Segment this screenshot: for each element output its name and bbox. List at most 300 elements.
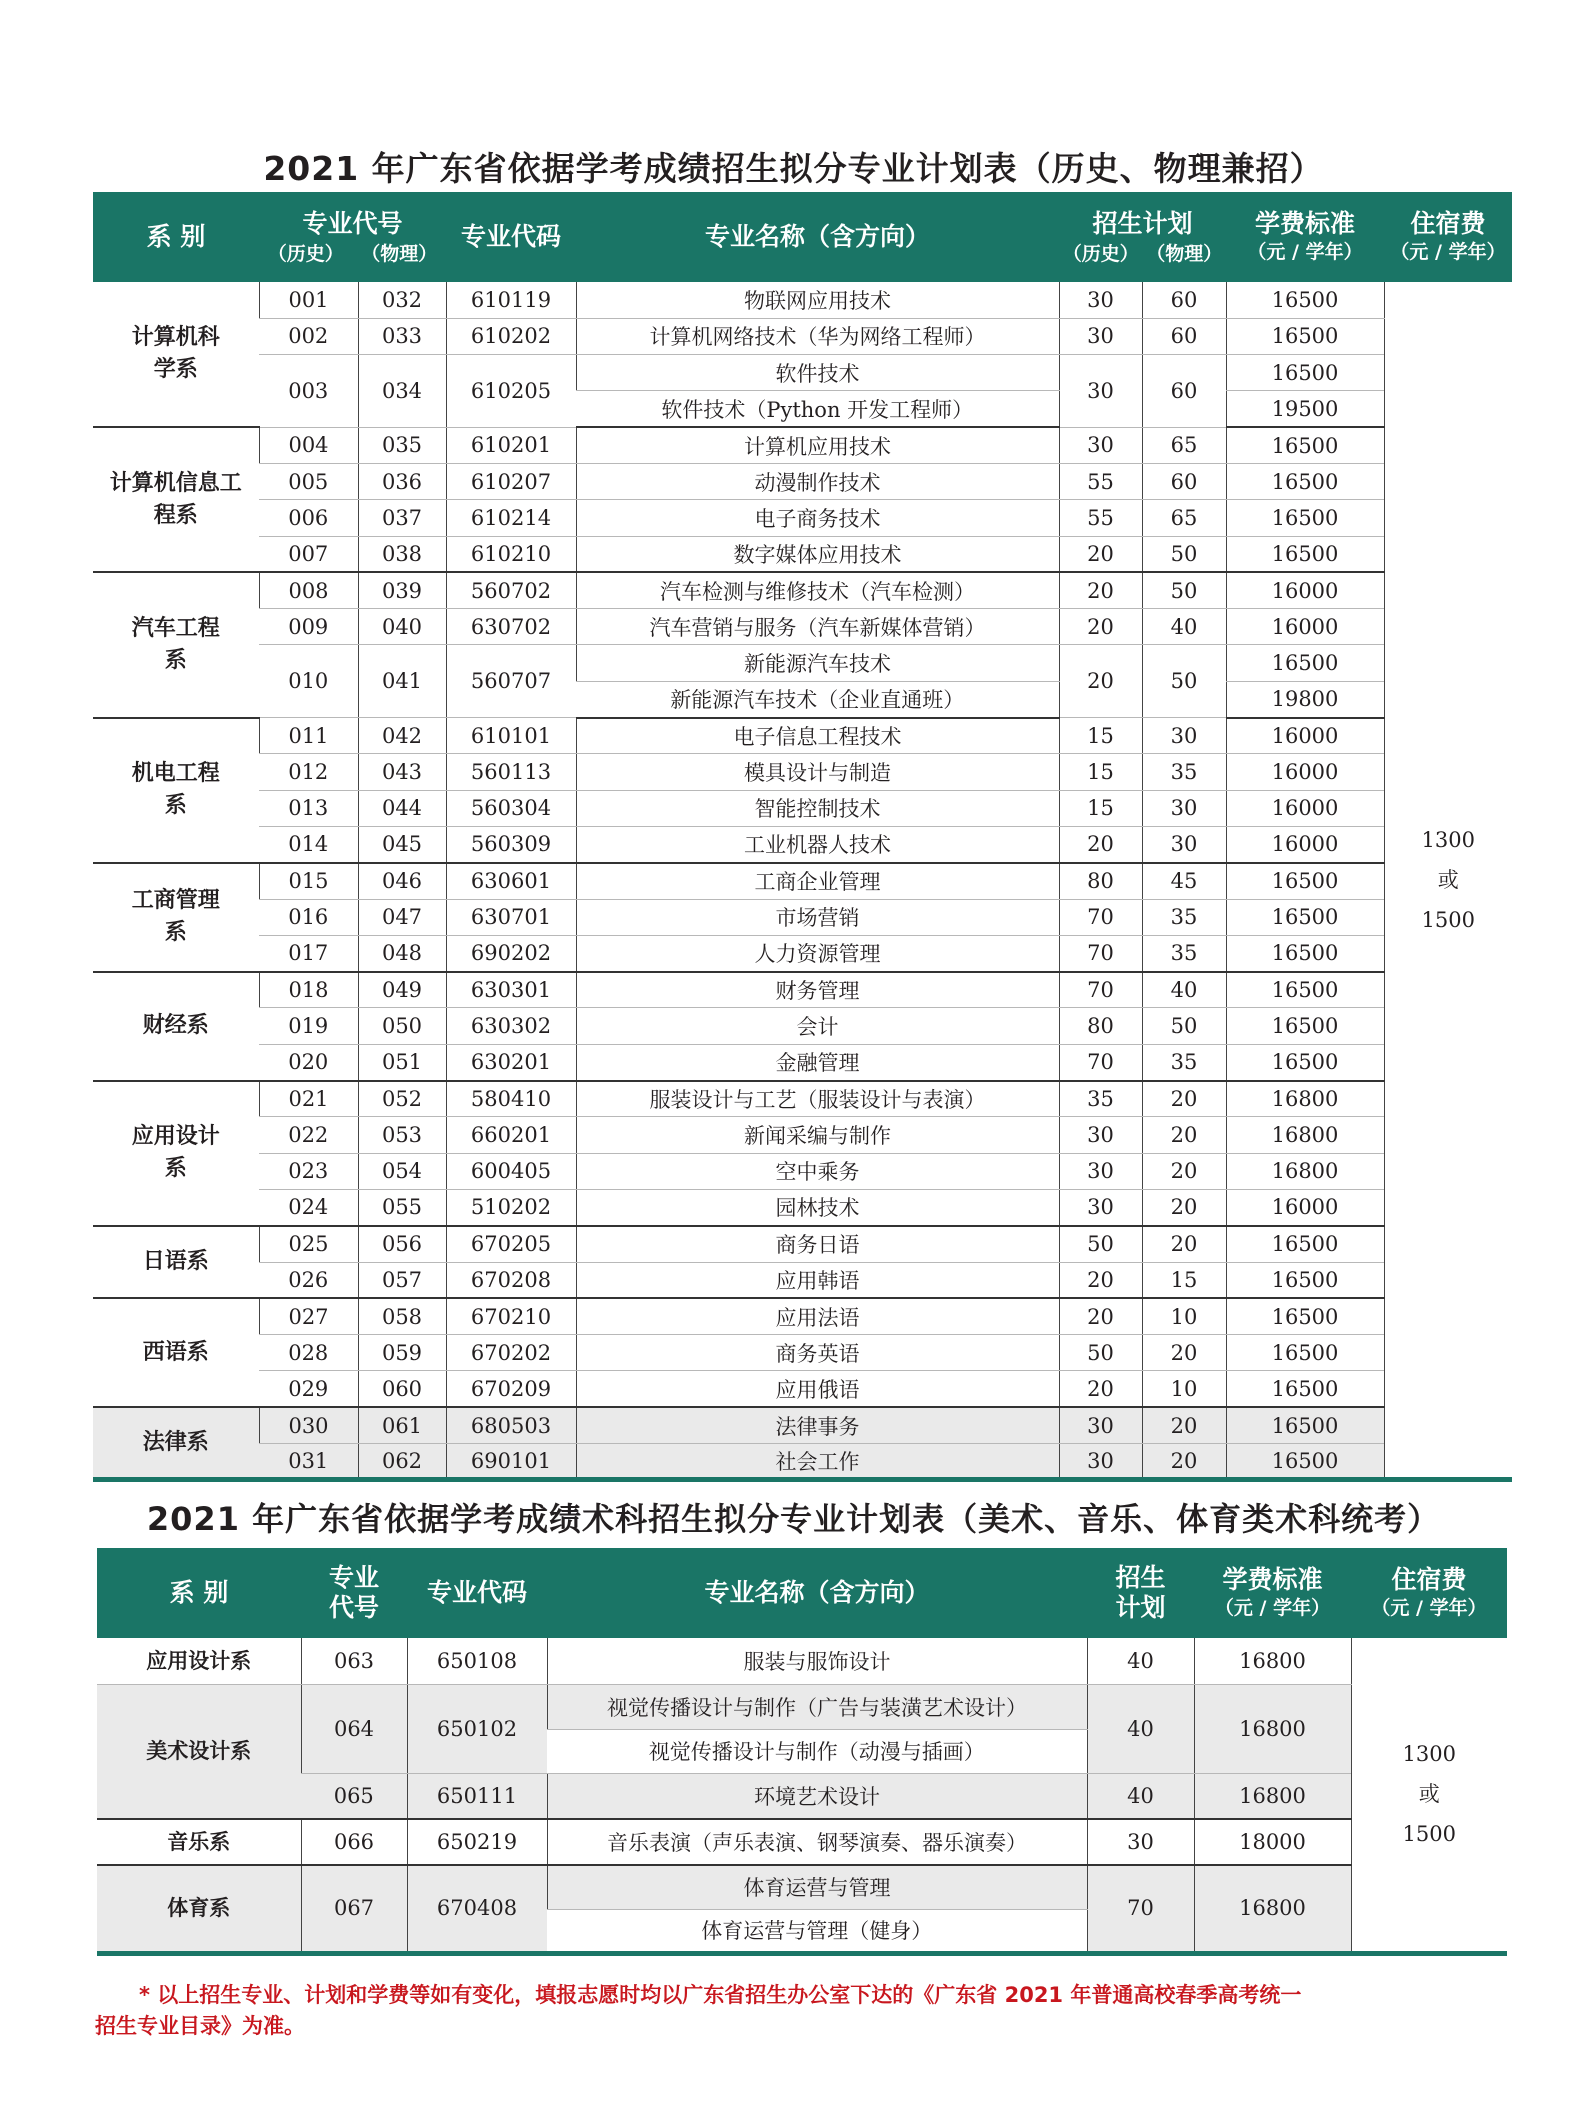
plan-hist-cell: 30 — [1059, 1117, 1142, 1153]
table-row — [93, 1444, 1512, 1480]
code-no-phys-cell: 032 — [358, 282, 446, 318]
code-no-hist-cell: 018 — [259, 972, 358, 1008]
code-no-phys-cell: 054 — [358, 1153, 446, 1189]
code-no-phys-cell: 058 — [358, 1298, 446, 1334]
code-no-hist-cell: 008 — [259, 572, 358, 608]
table-row — [93, 609, 1512, 645]
major-code-cell: 670208 — [446, 1262, 576, 1298]
header-major-name: 专业名称（含方向） — [576, 192, 1059, 282]
plan-phys-cell: 20 — [1142, 1226, 1226, 1262]
code-no-phys-cell: 043 — [358, 754, 446, 790]
tuition-cell: 16000 — [1226, 609, 1384, 645]
plan-cell: 40 — [1087, 1773, 1194, 1819]
plan-phys-cell: 20 — [1142, 1153, 1226, 1189]
plan-phys-cell: 65 — [1142, 500, 1226, 536]
dept-cell: 汽车工程系 — [93, 572, 259, 717]
plan-hist-cell: 20 — [1059, 645, 1142, 718]
code-no-phys-cell: 062 — [358, 1444, 446, 1480]
table-row — [97, 1638, 1507, 1684]
plan-phys-cell: 60 — [1142, 463, 1226, 499]
plan-hist-cell: 20 — [1059, 609, 1142, 645]
plan-phys-cell: 30 — [1142, 718, 1226, 754]
dept-cell: 西语系 — [93, 1298, 259, 1407]
major-name-cell: 音乐表演（声乐表演、钢琴演奏、器乐演奏） — [547, 1819, 1087, 1865]
major-name-cell: 法律事务 — [576, 1407, 1059, 1443]
table-row — [93, 1298, 1512, 1334]
major-code-cell: 690101 — [446, 1444, 576, 1480]
tuition-cell: 16500 — [1226, 1444, 1384, 1480]
plan-phys-cell: 35 — [1142, 754, 1226, 790]
plan-hist-cell: 70 — [1059, 935, 1142, 971]
table-row — [93, 863, 1512, 899]
dept-cell: 财经系 — [93, 972, 259, 1081]
major-code-cell: 650219 — [407, 1819, 547, 1865]
table1-body — [93, 282, 1512, 1480]
code-no-phys-cell: 036 — [358, 463, 446, 499]
dept-cell: 音乐系 — [97, 1819, 301, 1865]
tuition-cell: 16800 — [1194, 1638, 1351, 1684]
code-no-phys-cell: 051 — [358, 1044, 446, 1080]
tuition-cell: 19800 — [1226, 681, 1384, 717]
table-row — [93, 790, 1512, 826]
table-row — [93, 463, 1512, 499]
major-name-cell: 金融管理 — [576, 1044, 1059, 1080]
plan-phys-cell: 35 — [1142, 1044, 1226, 1080]
plan-phys-cell: 20 — [1142, 1335, 1226, 1371]
plan-phys-cell: 20 — [1142, 1117, 1226, 1153]
major-code-cell: 610205 — [446, 355, 576, 428]
dorm-fee-cell: 1300 或 1500 — [1351, 1638, 1507, 1953]
code-no-phys-cell: 049 — [358, 972, 446, 1008]
tuition-cell: 16500 — [1226, 536, 1384, 572]
code-no-hist-cell: 024 — [259, 1189, 358, 1225]
plan-hist-cell: 35 — [1059, 1081, 1142, 1117]
code-no-cell: 064 — [301, 1684, 407, 1773]
footnote — [95, 1980, 1515, 2042]
code-no-hist-cell: 022 — [259, 1117, 358, 1153]
dept-cell: 体育系 — [97, 1865, 301, 1953]
code-no-hist-cell: 016 — [259, 899, 358, 935]
code-no-phys-cell: 061 — [358, 1407, 446, 1443]
plan-cell: 70 — [1087, 1865, 1194, 1953]
plan-phys-cell: 15 — [1142, 1262, 1226, 1298]
tuition-cell: 16000 — [1226, 718, 1384, 754]
table-row — [93, 1335, 1512, 1371]
code-no-phys-cell: 057 — [358, 1262, 446, 1298]
code-no-hist-cell: 019 — [259, 1008, 358, 1044]
plan-phys-cell: 35 — [1142, 935, 1226, 971]
plan-hist-cell: 70 — [1059, 972, 1142, 1008]
tuition-cell: 16800 — [1226, 1081, 1384, 1117]
major-name-cell: 新能源汽车技术 — [576, 645, 1059, 681]
code-no-phys-cell: 040 — [358, 609, 446, 645]
tuition-cell: 16000 — [1226, 1189, 1384, 1225]
header-dept: 系 别 — [97, 1548, 301, 1638]
code-no-phys-cell: 044 — [358, 790, 446, 826]
code-no-cell: 067 — [301, 1865, 407, 1953]
tuition-cell: 16000 — [1226, 754, 1384, 790]
plan-hist-cell: 55 — [1059, 463, 1142, 499]
plan-hist-cell: 30 — [1059, 355, 1142, 428]
plan-hist-cell: 15 — [1059, 718, 1142, 754]
major-name-cell: 市场营销 — [576, 899, 1059, 935]
major-name-cell: 物联网应用技术 — [576, 282, 1059, 318]
code-no-hist-cell: 015 — [259, 863, 358, 899]
major-code-cell: 630301 — [446, 972, 576, 1008]
table-row — [93, 972, 1512, 1008]
major-name-cell: 汽车营销与服务（汽车新媒体营销） — [576, 609, 1059, 645]
tuition-cell: 16000 — [1226, 790, 1384, 826]
dept-cell: 机电工程系 — [93, 718, 259, 863]
plan-hist-cell: 80 — [1059, 863, 1142, 899]
code-no-hist-cell: 027 — [259, 1298, 358, 1334]
plan-hist-cell: 20 — [1059, 1298, 1142, 1334]
major-name-cell: 应用法语 — [576, 1298, 1059, 1334]
tuition-cell: 16500 — [1226, 1008, 1384, 1044]
tuition-cell: 16500 — [1226, 863, 1384, 899]
code-no-phys-cell: 046 — [358, 863, 446, 899]
table-row — [93, 1262, 1512, 1298]
major-code-cell: 660201 — [446, 1117, 576, 1153]
major-name-cell: 工业机器人技术 — [576, 826, 1059, 862]
tuition-cell: 16000 — [1226, 572, 1384, 608]
code-no-hist-cell: 007 — [259, 536, 358, 572]
major-code-cell: 690202 — [446, 935, 576, 971]
major-code-cell: 670210 — [446, 1298, 576, 1334]
major-name-cell: 动漫制作技术 — [576, 463, 1059, 499]
major-code-cell: 610202 — [446, 318, 576, 354]
major-name-cell: 应用韩语 — [576, 1262, 1059, 1298]
table-row — [97, 1684, 1507, 1729]
table-row — [93, 1044, 1512, 1080]
plan-hist-cell: 30 — [1059, 1153, 1142, 1189]
code-no-phys-cell: 035 — [358, 427, 446, 463]
code-no-phys-cell: 056 — [358, 1226, 446, 1262]
plan-phys-cell: 50 — [1142, 536, 1226, 572]
table-row — [97, 1819, 1507, 1865]
plan-hist-cell: 30 — [1059, 318, 1142, 354]
header-major-code: 专业代码 — [407, 1548, 547, 1638]
major-name-cell: 工商企业管理 — [576, 863, 1059, 899]
code-no-hist-cell: 017 — [259, 935, 358, 971]
code-no-phys-cell: 038 — [358, 536, 446, 572]
plan-hist-cell: 15 — [1059, 754, 1142, 790]
table-row — [93, 355, 1512, 391]
major-name-cell: 商务英语 — [576, 1335, 1059, 1371]
dept-cell: 工商管理系 — [93, 863, 259, 972]
plan-phys-cell: 50 — [1142, 645, 1226, 718]
tuition-cell: 16500 — [1226, 500, 1384, 536]
code-no-phys-cell: 042 — [358, 718, 446, 754]
major-code-cell: 630701 — [446, 899, 576, 935]
plan-hist-cell: 55 — [1059, 500, 1142, 536]
plan-phys-cell: 20 — [1142, 1444, 1226, 1480]
table-row — [93, 536, 1512, 572]
major-name-cell: 新闻采编与制作 — [576, 1117, 1059, 1153]
major-code-cell: 560702 — [446, 572, 576, 608]
header-code-no: 专业 代号 — [301, 1548, 407, 1638]
code-no-phys-cell: 037 — [358, 500, 446, 536]
tuition-cell: 16500 — [1226, 1335, 1384, 1371]
major-name-cell: 视觉传播设计与制作（广告与装潢艺术设计） — [547, 1684, 1087, 1729]
plan-hist-cell: 15 — [1059, 790, 1142, 826]
plan-phys-cell: 65 — [1142, 427, 1226, 463]
table-row — [93, 899, 1512, 935]
plan-cell: 40 — [1087, 1638, 1194, 1684]
major-code-cell: 630201 — [446, 1044, 576, 1080]
tuition-cell: 16500 — [1226, 1371, 1384, 1407]
major-code-cell: 610101 — [446, 718, 576, 754]
code-no-hist-cell: 012 — [259, 754, 358, 790]
header-code-no: 专业代号 （历史） （物理） — [259, 192, 446, 282]
dept-cell: 计算机科学系 — [93, 282, 259, 427]
major-name-cell: 模具设计与制造 — [576, 754, 1059, 790]
major-name-cell: 汽车检测与维修技术（汽车检测） — [576, 572, 1059, 608]
major-name-cell: 服装与服饰设计 — [547, 1638, 1087, 1684]
tuition-cell: 16500 — [1226, 972, 1384, 1008]
major-code-cell: 510202 — [446, 1189, 576, 1225]
tuition-cell: 16800 — [1194, 1773, 1351, 1819]
major-code-cell: 670209 — [446, 1371, 576, 1407]
tuition-cell: 16800 — [1226, 1117, 1384, 1153]
code-no-phys-cell: 034 — [358, 355, 446, 428]
plan-hist-cell: 20 — [1059, 536, 1142, 572]
table-row — [93, 1189, 1512, 1225]
major-code-cell: 610210 — [446, 536, 576, 572]
major-name-cell: 计算机应用技术 — [576, 427, 1059, 463]
plan-phys-cell: 60 — [1142, 355, 1226, 428]
plan-hist-cell: 20 — [1059, 1371, 1142, 1407]
code-no-phys-cell: 059 — [358, 1335, 446, 1371]
major-name-cell: 视觉传播设计与制作（动漫与插画） — [547, 1729, 1087, 1773]
tuition-cell: 16500 — [1226, 645, 1384, 681]
major-name-cell: 财务管理 — [576, 972, 1059, 1008]
plan-hist-cell: 70 — [1059, 1044, 1142, 1080]
plan-phys-cell: 60 — [1142, 318, 1226, 354]
plan-hist-cell: 50 — [1059, 1335, 1142, 1371]
dept-cell: 美术设计系 — [97, 1684, 301, 1819]
major-code-cell: 670408 — [407, 1865, 547, 1953]
code-no-cell: 063 — [301, 1638, 407, 1684]
major-name-cell: 空中乘务 — [576, 1153, 1059, 1189]
code-no-cell: 066 — [301, 1819, 407, 1865]
plan-phys-cell: 30 — [1142, 790, 1226, 826]
tuition-cell: 16500 — [1226, 427, 1384, 463]
table-row — [93, 318, 1512, 354]
table2-title: 2021 年广东省依据学考成绩术科招生拟分专业计划表（美术、音乐、体育类术科统考） — [146, 1500, 1441, 1538]
plan-phys-cell: 20 — [1142, 1081, 1226, 1117]
code-no-hist-cell: 025 — [259, 1226, 358, 1262]
dept-cell: 计算机信息工程系 — [93, 427, 259, 572]
tuition-cell: 16500 — [1226, 1407, 1384, 1443]
plan-hist-cell: 80 — [1059, 1008, 1142, 1044]
plan-phys-cell: 45 — [1142, 863, 1226, 899]
tuition-cell: 16800 — [1194, 1865, 1351, 1953]
dept-cell: 日语系 — [93, 1226, 259, 1299]
major-code-cell: 630601 — [446, 863, 576, 899]
dorm-fee-cell: 1300 或 1500 — [1384, 282, 1512, 1480]
major-code-cell: 650102 — [407, 1684, 547, 1773]
code-no-hist-cell: 006 — [259, 500, 358, 536]
major-code-cell: 670202 — [446, 1335, 576, 1371]
code-no-cell: 065 — [301, 1773, 407, 1819]
header-dorm: 住宿费 （元 / 学年） — [1384, 192, 1512, 282]
table-row — [97, 1865, 1507, 1909]
code-no-phys-cell: 047 — [358, 899, 446, 935]
enrollment-plan-table-history-physics — [93, 192, 1512, 1482]
major-name-cell: 环境艺术设计 — [547, 1773, 1087, 1819]
major-name-cell: 软件技术 — [576, 355, 1059, 391]
code-no-hist-cell: 021 — [259, 1081, 358, 1117]
table-row — [93, 1153, 1512, 1189]
plan-hist-cell: 30 — [1059, 1407, 1142, 1443]
table-row — [97, 1773, 1507, 1819]
plan-hist-cell: 70 — [1059, 899, 1142, 935]
major-name-cell: 体育运营与管理（健身） — [701, 1919, 933, 1943]
plan-phys-cell: 10 — [1142, 1371, 1226, 1407]
code-no-phys-cell: 052 — [358, 1081, 446, 1117]
tuition-cell: 16000 — [1226, 826, 1384, 862]
plan-hist-cell: 30 — [1059, 282, 1142, 318]
code-no-hist-cell: 014 — [259, 826, 358, 862]
tuition-cell: 16500 — [1226, 1262, 1384, 1298]
header-dept: 系 别 — [93, 192, 259, 282]
dept-cell: 应用设计系 — [93, 1081, 259, 1226]
table-row — [93, 572, 1512, 608]
header-major-code: 专业代码 — [446, 192, 576, 282]
header-dorm: 住宿费 （元 / 学年） — [1351, 1548, 1507, 1638]
dept-cell: 应用设计系 — [97, 1638, 301, 1684]
code-no-phys-cell: 045 — [358, 826, 446, 862]
code-no-hist-cell: 023 — [259, 1153, 358, 1189]
table-row — [93, 500, 1512, 536]
major-code-cell: 630302 — [446, 1008, 576, 1044]
header-major-name: 专业名称（含方向） — [547, 1548, 1087, 1638]
major-name-cell: 服装设计与工艺（服装设计与表演） — [576, 1081, 1059, 1117]
code-no-phys-cell: 048 — [358, 935, 446, 971]
major-name-cell: 会计 — [576, 1008, 1059, 1044]
code-no-phys-cell: 055 — [358, 1189, 446, 1225]
major-code-cell: 610214 — [446, 500, 576, 536]
major-code-cell: 560707 — [446, 645, 576, 718]
major-name-cell: 商务日语 — [576, 1226, 1059, 1262]
code-no-phys-cell: 041 — [358, 645, 446, 718]
major-code-cell: 560113 — [446, 754, 576, 790]
table-row — [93, 1008, 1512, 1044]
major-code-cell: 560304 — [446, 790, 576, 826]
major-name-cell: 人力资源管理 — [576, 935, 1059, 971]
major-code-cell: 600405 — [446, 1153, 576, 1189]
code-no-hist-cell: 010 — [259, 645, 358, 718]
header-tuition: 学费标准 （元 / 学年） — [1226, 192, 1384, 282]
table-row — [93, 754, 1512, 790]
plan-phys-cell: 10 — [1142, 1298, 1226, 1334]
plan-phys-cell: 40 — [1142, 609, 1226, 645]
tuition-cell: 16500 — [1226, 935, 1384, 971]
major-code-cell: 610201 — [446, 427, 576, 463]
plan-cell: 40 — [1087, 1684, 1194, 1773]
plan-phys-cell: 40 — [1142, 972, 1226, 1008]
header-plan: 招生计划 （历史） （物理） — [1059, 192, 1226, 282]
plan-phys-cell: 50 — [1142, 572, 1226, 608]
major-name-cell: 园林技术 — [576, 1189, 1059, 1225]
major-name-cell: 体育运营与管理 — [547, 1865, 1087, 1909]
table-row — [93, 645, 1512, 681]
code-no-hist-cell: 003 — [259, 355, 358, 428]
dept-cell: 法律系 — [93, 1407, 259, 1480]
table-row — [93, 826, 1512, 862]
code-no-hist-cell: 020 — [259, 1044, 358, 1080]
code-no-hist-cell: 005 — [259, 463, 358, 499]
code-no-phys-cell: 053 — [358, 1117, 446, 1153]
tuition-cell: 16500 — [1226, 1226, 1384, 1262]
major-name-cell: 社会工作 — [576, 1444, 1059, 1480]
major-name-cell: 智能控制技术 — [576, 790, 1059, 826]
tuition-cell: 16500 — [1226, 318, 1384, 354]
footnote-line-1: * 以上招生专业、计划和学费等如有变化，填报志愿时均以广东省招生办公室下达的《广东省 2021 年普通高校春季高考统一 — [139, 1983, 1302, 2007]
major-code-cell: 580410 — [446, 1081, 576, 1117]
tuition-cell: 16500 — [1226, 355, 1384, 391]
table2-body — [97, 1638, 1507, 1953]
table-row — [93, 427, 1512, 463]
tuition-cell: 16500 — [1226, 899, 1384, 935]
table-row — [93, 1081, 1512, 1117]
code-no-phys-cell: 050 — [358, 1008, 446, 1044]
major-name-cell: 软件技术（Python 开发工程师） — [576, 391, 1059, 427]
tuition-cell: 16800 — [1226, 1153, 1384, 1189]
plan-hist-cell: 30 — [1059, 1444, 1142, 1480]
tuition-cell: 16500 — [1226, 282, 1384, 318]
table-row — [93, 935, 1512, 971]
plan-phys-cell: 35 — [1142, 899, 1226, 935]
major-code-cell: 650111 — [407, 1773, 547, 1819]
tuition-cell: 19500 — [1226, 391, 1384, 427]
code-no-hist-cell: 029 — [259, 1371, 358, 1407]
major-code-cell: 560309 — [446, 826, 576, 862]
tuition-cell: 16500 — [1226, 463, 1384, 499]
enrollment-plan-table-arts — [97, 1548, 1507, 1956]
table-row — [93, 1117, 1512, 1153]
tuition-cell: 16800 — [1194, 1684, 1351, 1773]
major-code-cell: 610119 — [446, 282, 576, 318]
code-no-phys-cell: 060 — [358, 1371, 446, 1407]
code-no-phys-cell: 039 — [358, 572, 446, 608]
plan-phys-cell: 20 — [1142, 1189, 1226, 1225]
major-name-cell: 应用俄语 — [576, 1371, 1059, 1407]
plan-phys-cell: 60 — [1142, 282, 1226, 318]
table1-title: 2021 年广东省依据学考成绩招生拟分专业计划表（历史、物理兼招） — [263, 149, 1324, 188]
table-row — [93, 282, 1512, 318]
plan-cell: 30 — [1087, 1819, 1194, 1865]
major-name-cell: 电子商务技术 — [576, 500, 1059, 536]
table-row — [93, 1371, 1512, 1407]
code-no-hist-cell: 028 — [259, 1335, 358, 1371]
major-code-cell: 650108 — [407, 1638, 547, 1684]
code-no-hist-cell: 001 — [259, 282, 358, 318]
major-name-cell: 电子信息工程技术 — [576, 718, 1059, 754]
tuition-cell: 16500 — [1226, 1044, 1384, 1080]
plan-hist-cell: 50 — [1059, 1226, 1142, 1262]
header-tuition: 学费标准 （元 / 学年） — [1194, 1548, 1351, 1638]
table-row — [93, 1407, 1512, 1443]
code-no-hist-cell: 004 — [259, 427, 358, 463]
major-code-cell: 630702 — [446, 609, 576, 645]
code-no-phys-cell: 033 — [358, 318, 446, 354]
major-code-cell: 670205 — [446, 1226, 576, 1262]
plan-phys-cell: 20 — [1142, 1407, 1226, 1443]
code-no-hist-cell: 030 — [259, 1407, 358, 1443]
plan-hist-cell: 20 — [1059, 826, 1142, 862]
